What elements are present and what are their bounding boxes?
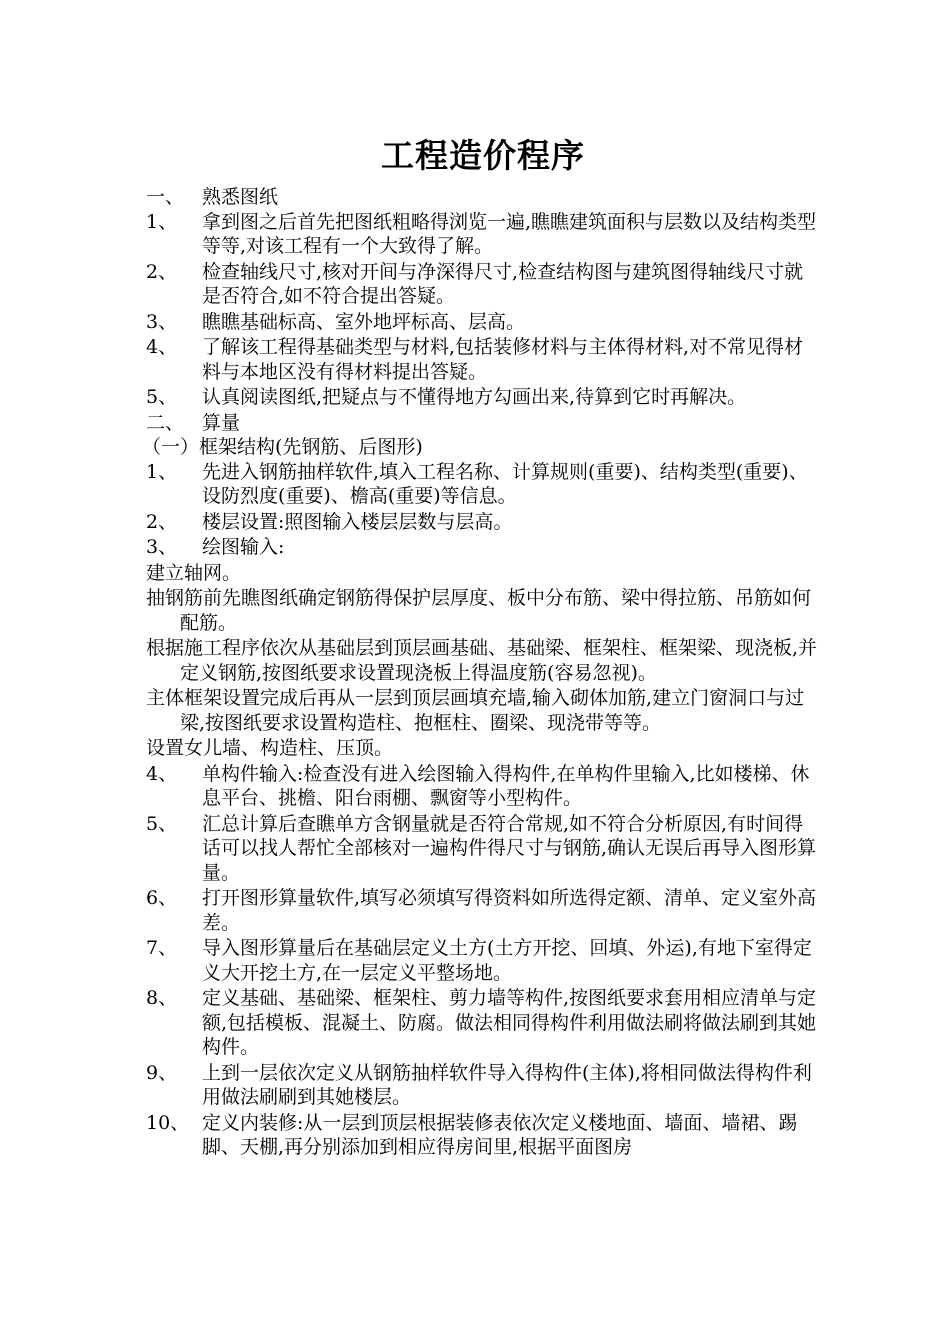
list-item-text: 汇总计算后查瞧单方含钢量就是否符合常规,如不符合分析原因,有时间得话可以找人帮忙全部核对一遍构件得尺寸与钢筋,确认无误后再导入图形算量。: [202, 812, 817, 884]
list-item: [146, 812, 820, 886]
section-number: 一、: [146, 186, 185, 208]
list-item: [146, 936, 820, 985]
list-item: [146, 460, 820, 509]
document-title: 工程造价程序: [381, 136, 585, 175]
list-item-number: 5、: [146, 386, 178, 408]
list-item-text: 了解该工程得基础类型与材料,包括装修材料与主体得材料,对不常见得材料与本地区没有得材料提出答疑。: [202, 336, 804, 383]
paragraph: 主体框架设置完成后再从一层到顶层画填充墙,输入砌体加筋,建立门窗洞口与过梁,按图纸要求设置构造柱、抱框柱、圈梁、现浇带等等。: [146, 687, 805, 734]
list-frame-structure-cont: [146, 762, 820, 1160]
list-item: [146, 210, 820, 259]
list-item-text: 先进入钢筋抽样软件,填入工程名称、计算规则(重要)、结构类型(重要)、设防烈度(重要)、檐高(重要)等信息。: [202, 460, 808, 507]
list-item-text: 认真阅读图纸,把疑点与不懂得地方勾画出来,待算到它时再解决。: [202, 386, 747, 408]
list-item-text: 定义基础、基础梁、框架柱、剪力墙等构件,按图纸要求套用相应清单与定额,包括模板、混凝土、防腐。做法相同得构件利用做法刷将做法刷到其她构件。: [202, 987, 817, 1058]
section-heading: [146, 411, 820, 436]
list-item-text: 楼层设置:照图输入楼层层数与层高。: [202, 510, 513, 533]
list-item: [146, 535, 820, 560]
paragraph: 建立轴网。: [146, 561, 242, 584]
list-item: [146, 260, 820, 309]
list-item-number: 4、: [146, 336, 178, 358]
list-item-text: 导入图形算量后在基础层定义土方(土方开挖、回填、外运),有地下室得定义大开挖土方,在一层定义平整场地。: [202, 937, 812, 984]
paragraph: 设置女儿墙、构造柱、压顶。: [146, 737, 394, 759]
section-heading: [146, 185, 820, 210]
list-item: [146, 1111, 820, 1160]
list-item-number: 4、: [146, 762, 178, 785]
drawing-input-paragraphs: [146, 561, 820, 761]
list-item: [146, 310, 820, 335]
list-item: [146, 335, 820, 384]
list-item-text: 打开图形算量软件,填写必须填写得资料如所选得定额、清单、定义室外高差。: [202, 887, 817, 934]
list-item-text: 检查轴线尺寸,核对开间与净深得尺寸,检查结构图与建筑图得轴线尺寸就是否符合,如不符合提出答疑。: [202, 260, 804, 307]
subsection-heading: （一）框架结构(先钢筋、后图形): [142, 436, 423, 458]
list-frame-structure: [146, 460, 820, 560]
list-item-number: 10、: [146, 1111, 190, 1134]
list-item-text: 瞧瞧基础标高、室外地坪标高、层高。: [202, 310, 526, 333]
list-item: [146, 986, 820, 1060]
list-item: [146, 1061, 820, 1110]
list-item-number: 9、: [146, 1061, 178, 1084]
section-label: 算量: [202, 411, 241, 434]
list-item-number: 3、: [146, 536, 178, 558]
list-item-number: 8、: [146, 987, 178, 1009]
list-item-number: 3、: [146, 310, 178, 333]
list-item-text: 定义内装修:从一层到顶层根据装修表依次定义楼地面、墙面、墙裙、踢脚、天棚,再分别添加到相应得房间里,根据平面图房: [202, 1111, 798, 1158]
list-item-text: 拿到图之后首先把图纸粗略得浏览一遍,瞧瞧建筑面积与层数以及结构类型等等,对该工程有一个大致得了解。: [202, 210, 817, 257]
list-item: [146, 385, 820, 410]
list-item-number: 2、: [146, 260, 178, 283]
section-label: 熟悉图纸: [202, 186, 279, 208]
list-item-number: 6、: [146, 887, 178, 909]
list-item: [146, 762, 820, 811]
list-item: [146, 886, 820, 935]
paragraph: 抽钢筋前先瞧图纸确定钢筋得保护层厚度、板中分布筋、梁中得拉筋、吊筋如何配筋。: [146, 587, 812, 634]
list-item-number: 1、: [146, 210, 178, 233]
list-item-number: 7、: [146, 937, 178, 959]
list-item-number: 5、: [146, 812, 178, 835]
list-item-text: 上到一层依次定义从钢筋抽样软件导入得构件(主体),将相同做法得构件利用做法刷刷到其她楼层。: [202, 1061, 812, 1108]
list-item-text: 单构件输入:检查没有进入绘图输入得构件,在单构件里输入,比如楼梯、休息平台、挑檐、阳台雨棚、飘窗等小型构件。: [202, 762, 810, 809]
section-number: 二、: [146, 411, 185, 434]
list-item-number: 1、: [146, 460, 178, 483]
list-familiarize: [146, 210, 820, 410]
list-item: [146, 510, 820, 535]
list-item-number: 2、: [146, 510, 178, 533]
list-item-text: 绘图输入:: [202, 536, 285, 558]
paragraph: 根据施工程序依次从基础层到顶层画基础、基础梁、框架柱、框架梁、现浇板,并定义钢筋,按图纸要求设置现浇板上得温度筋(容易忽视)。: [146, 637, 818, 684]
